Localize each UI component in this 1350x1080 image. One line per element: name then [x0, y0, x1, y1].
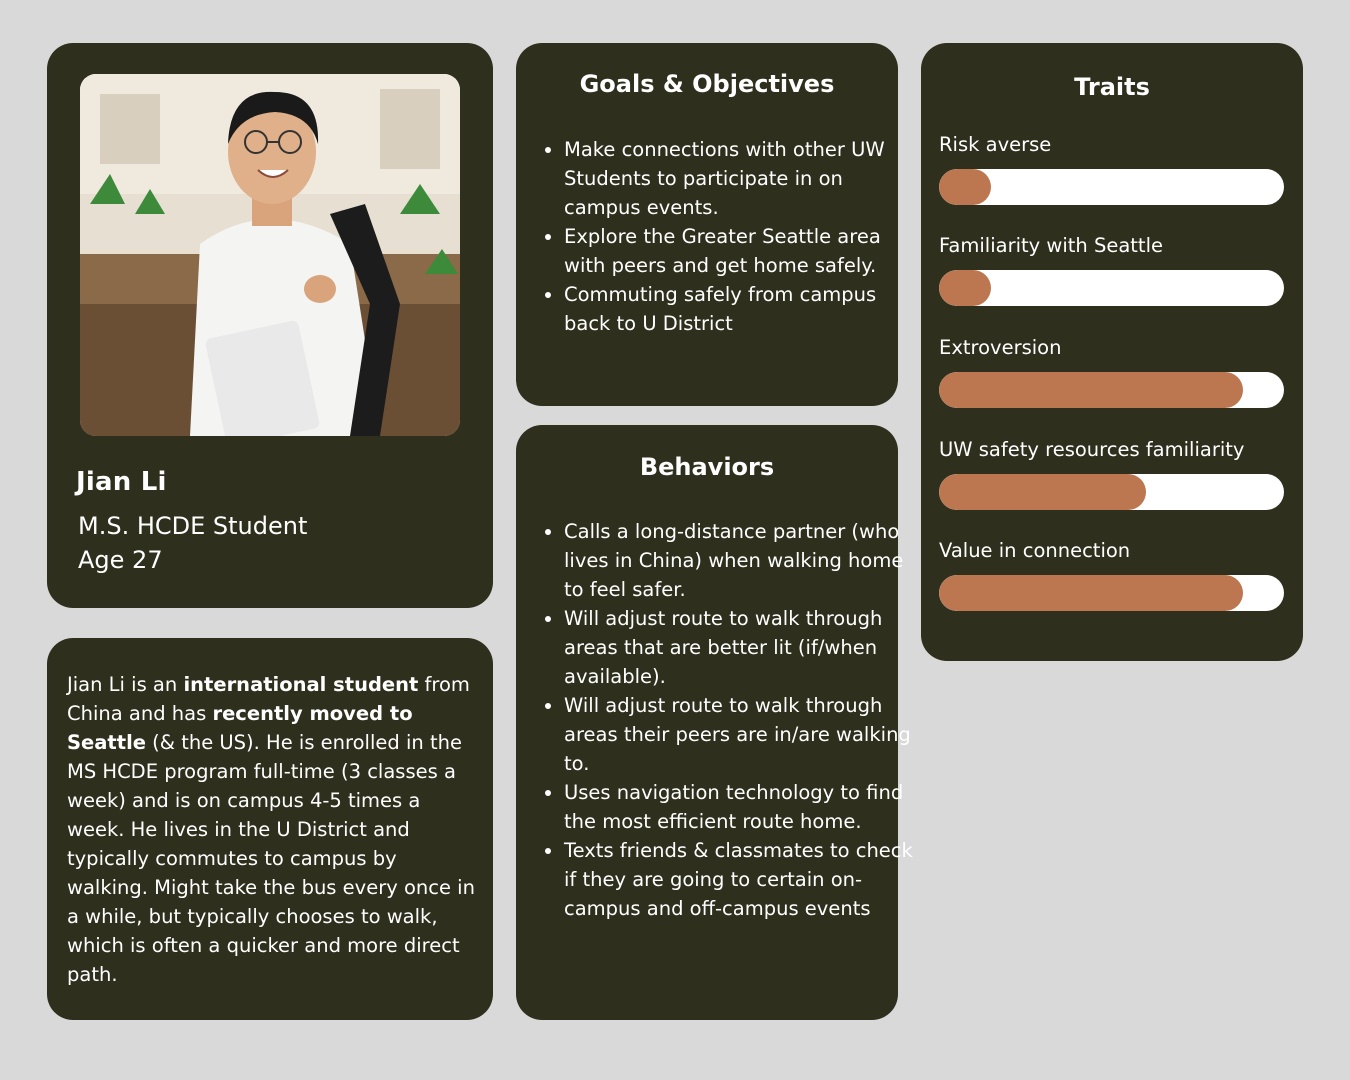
behavior-item: • Will adjust route to walk through areas their peers are in/are walking to. — [564, 691, 914, 778]
trait-bar-fill — [939, 270, 991, 306]
goal-item: • Explore the Greater Seattle area with peers and get home safely. — [564, 222, 914, 280]
goal-item: • Commuting safely from campus back to U District — [564, 280, 914, 338]
trait-bar-fill — [939, 575, 1243, 611]
goals-title: Goals & Objectives — [579, 70, 835, 98]
traits-card — [921, 43, 1303, 661]
traits-title: Traits — [1074, 73, 1150, 101]
trait-bar-fill — [939, 474, 1146, 510]
trait-label: UW safety resources familiarity — [939, 438, 1245, 461]
bio-segment-bold: international student — [183, 673, 419, 696]
trait-label: Risk averse — [939, 133, 1052, 156]
persona-details — [78, 509, 307, 577]
trait-bar-fill — [939, 372, 1243, 408]
behavior-item: • Uses navigation technology to find the most efficient route home. — [564, 778, 914, 836]
trait-label: Extroversion — [939, 336, 1062, 359]
behavior-item: • Calls a long-distance partner (who lives in China) when walking home to feel safer. — [564, 517, 914, 604]
trait-label: Value in connection — [939, 539, 1131, 562]
behaviors-card — [516, 425, 913, 1020]
goals-card — [516, 43, 898, 406]
behavior-item: • Texts friends & classmates to check if they are going to certain on-campus and off-campus events — [564, 836, 914, 923]
persona-age: Age 27 — [78, 546, 163, 574]
bio-segment: (& the US). He is enrolled in the MS HCDE program full-time (3 classes a week) and is on campus 4-5 times a week. He lives in the U District and typically commutes to campus by walking. Might take the bus every once in a while, but typically chooses to walk, which is often a quicker and more direct path. — [67, 731, 475, 986]
bio-segment: from China and has — [67, 673, 470, 725]
trait-bar-track — [939, 270, 1284, 306]
behaviors-list — [536, 517, 914, 923]
persona-name: Jian Li — [76, 467, 167, 497]
goals-list — [536, 135, 914, 338]
trait-bar-fill — [939, 169, 991, 205]
persona-role: M.S. HCDE Student — [78, 512, 308, 540]
trait-familiarity-seattle — [939, 234, 1284, 306]
trait-value-connection — [939, 539, 1284, 611]
trait-extroversion — [939, 336, 1284, 408]
trait-label: Familiarity with Seattle — [939, 234, 1163, 257]
bio-segment-bold: recently moved to Seattle — [67, 702, 413, 754]
trait-risk-averse — [939, 133, 1284, 205]
goal-item: • Make connections with other UW Students to participate in on campus events. — [564, 135, 914, 222]
trait-bar-track — [939, 474, 1284, 510]
trait-bar-track — [939, 372, 1284, 408]
trait-uw-safety-resources — [939, 438, 1284, 510]
profile-card — [47, 43, 493, 608]
trait-bar-track — [939, 575, 1284, 611]
bio-card — [47, 638, 493, 1020]
bio-segment: Jian Li is an — [67, 673, 184, 696]
behaviors-title: Behaviors — [639, 453, 775, 481]
trait-bar-track — [939, 169, 1284, 205]
behavior-item: • Will adjust route to walk through areas that are better lit (if/when available). — [564, 604, 914, 691]
profile-photo — [80, 74, 460, 436]
bio-text — [67, 670, 479, 989]
